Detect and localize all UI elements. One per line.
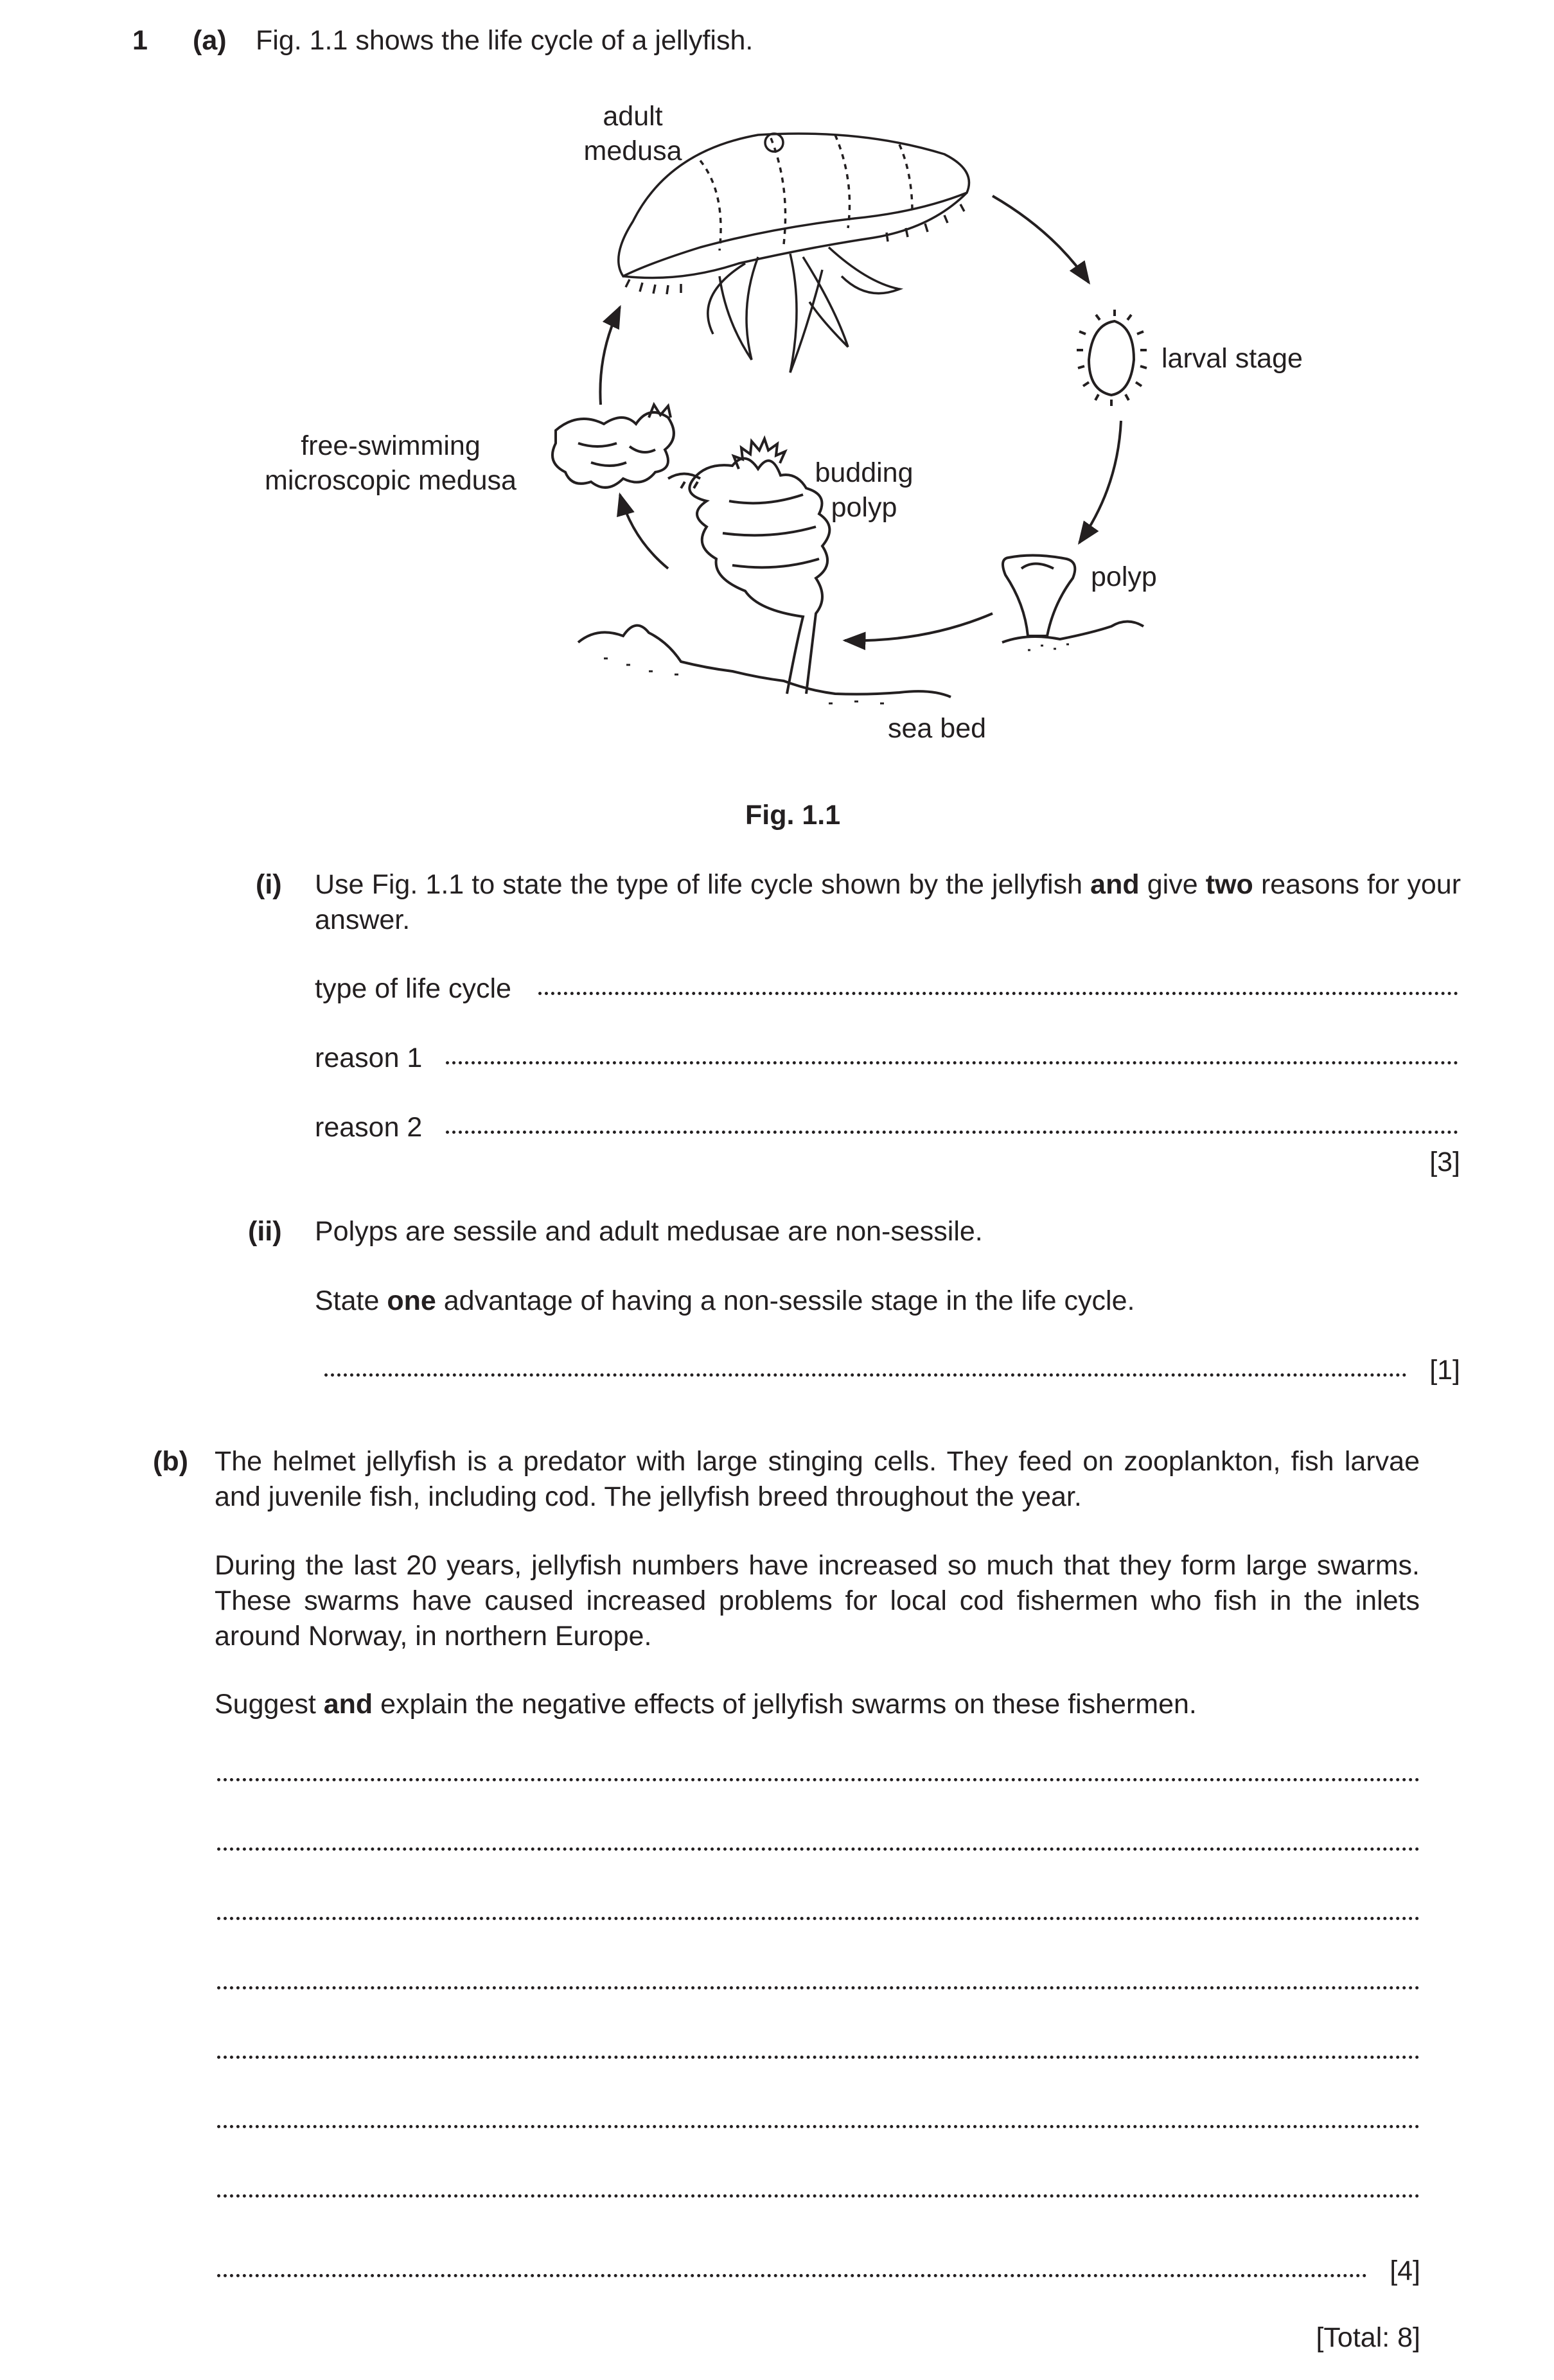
sub-ii-statement: Polyps are sessile and adult medusae are non-sessile. [315,1216,983,1247]
part-b-answer-line-4[interactable] [217,1986,1420,1989]
arrow-budding-to-free [620,495,668,569]
part-b-answer-line-1[interactable] [217,1778,1420,1781]
sub-ii-prompt-2: advantage of having a non-sessile stage in the life cycle. [436,1285,1135,1316]
part-b-marks: [4] [1390,2255,1420,2286]
sub-i-text-two: two [1205,869,1253,900]
adult-medusa-drawing [619,134,969,373]
label-polyp: polyp [1091,561,1157,592]
label-adult-medusa-line2: medusa [583,135,682,166]
part-b-para-2: During the last 20 years, jellyfish numbers have increased so much that they form large swarms. These swarms have caused increased problems for local cod fishermen who fish in the inlets around Norway, in northern Europe. [215,1550,1420,1652]
sub-i-text-2: give [1139,869,1206,900]
reason-1-label: reason 1 [315,1043,423,1073]
part-b-answer-line-7[interactable] [217,2194,1420,2198]
part-b-answer-line-2[interactable] [217,1847,1420,1851]
figure-caption: Fig. 1.1 [745,800,841,831]
sub-i-marks: [3] [1429,1147,1460,1177]
sub-ii-prompt-one: one [387,1285,436,1316]
reason-2-answer-line[interactable] [446,1131,1458,1134]
sub-i-text-and: and [1090,869,1140,900]
part-b-para-1: The helmet jellyfish is a predator with large stinging cells. They feed on zooplankton, fish larvae and juvenile fish, including cod. The jellyfish breed throughout the year. [215,1446,1420,1513]
part-b-prompt-and: and [323,1689,373,1720]
reason-1-answer-line[interactable] [446,1061,1458,1064]
part-b-prompt-2: explain the negative effects of jellyfish swarms on these fishermen. [373,1689,1197,1720]
sub-ii-marks: [1] [1429,1355,1460,1386]
arrow-larva-to-polyp [1079,421,1121,543]
sub-i-label: (i) [256,869,282,900]
sub-ii-prompt-1: State [315,1285,387,1316]
sub-ii-label: (ii) [248,1216,282,1247]
larva-drawing [1077,310,1147,406]
arrow-free-to-adult [600,307,620,405]
label-budding-polyp-line1: budding [815,457,914,488]
free-medusa-drawing [552,405,674,488]
sub-i-text-1: Use Fig. 1.1 to state the type of life cycle shown by the jellyfish [315,869,1091,900]
arrow-polyp-to-budding [845,613,993,640]
total-marks: [Total: 8] [1316,2322,1420,2353]
part-a-label: (a) [193,25,227,56]
part-b-answer-line-6[interactable] [217,2125,1420,2128]
part-a-intro: Fig. 1.1 shows the life cycle of a jellyfish. [256,25,754,56]
part-b-answer-line-5[interactable] [217,2056,1420,2059]
sub-ii-prompt [315,1283,1135,1319]
type-of-life-cycle-answer-line[interactable] [538,992,1458,995]
question-number: 1 [132,25,148,56]
reason-2-label: reason 2 [315,1112,423,1143]
label-free-swimming [249,429,532,498]
label-free-swimming-line2: microscopic medusa [265,464,517,496]
sub-i-text-3: reasons for your answer. [315,869,1461,936]
arrow-medusa-to-larva [993,196,1089,283]
part-b-answer-line-3[interactable] [217,1917,1420,1920]
life-cycle-diagram [0,0,1554,790]
label-budding-polyp [797,456,932,525]
label-free-swimming-line1: free-swimming [301,430,481,461]
label-adult-medusa [565,100,700,169]
part-b-prompt-1: Suggest [215,1689,324,1720]
label-budding-polyp-line2: polyp [831,491,897,523]
label-larval-stage: larval stage [1161,343,1303,374]
part-b-prompt [215,1687,1197,1722]
label-sea-bed: sea bed [888,713,987,744]
part-b-label: (b) [153,1446,188,1477]
type-of-life-cycle-label: type of life cycle [315,973,511,1004]
sub-i-question [315,867,1461,938]
label-adult-medusa-line1: adult [603,101,663,132]
part-b-answer-line-8[interactable] [217,2274,1367,2277]
sub-ii-answer-line[interactable] [324,1373,1407,1377]
sea-bed-drawing [578,626,951,703]
